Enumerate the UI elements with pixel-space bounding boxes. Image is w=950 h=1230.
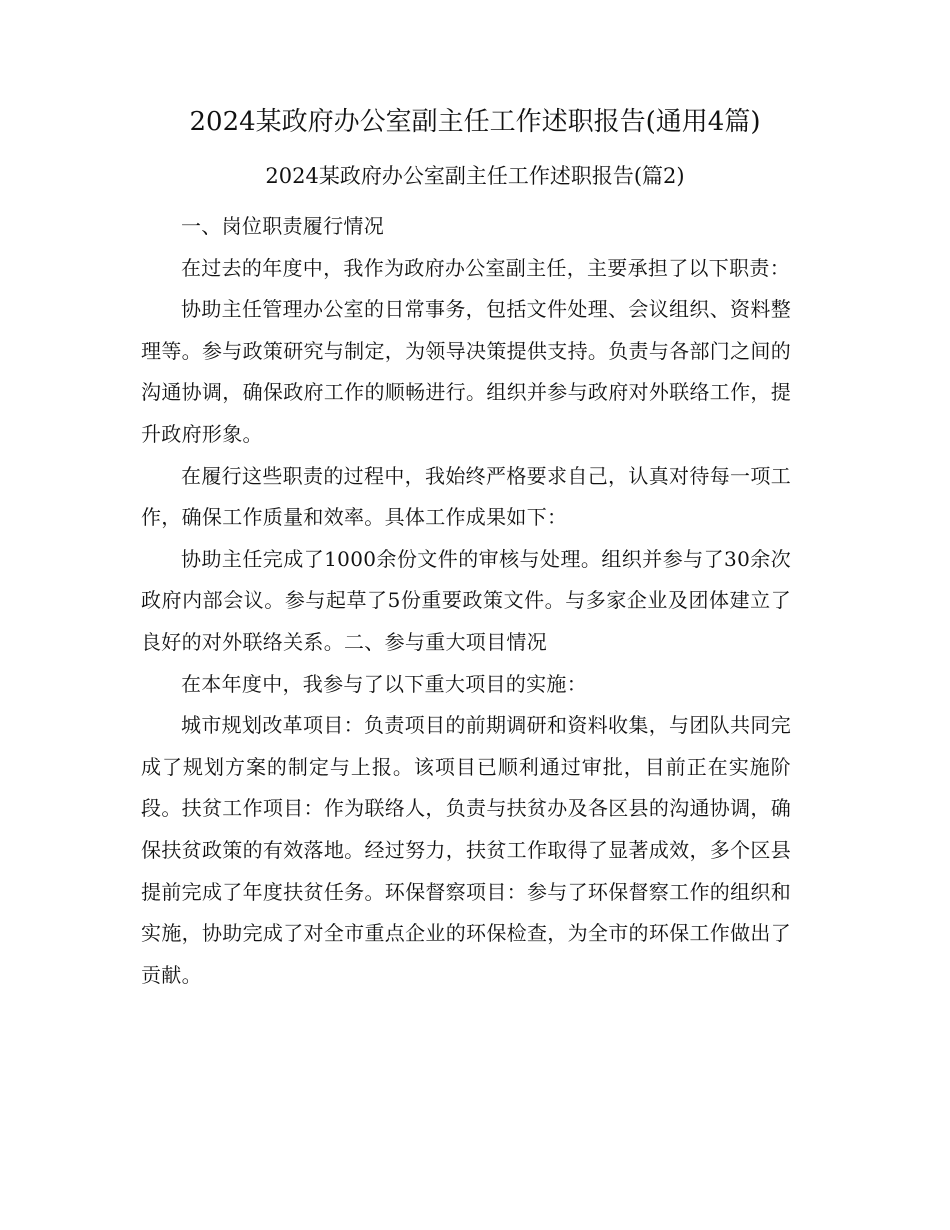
- document-subtitle: 2024某政府办公室副主任工作述职报告(篇2): [265, 164, 685, 188]
- body-paragraph: 城市规划改革项目：负责项目的前期调研和资料收集，与团队共同完成了规划方案的制定与上报。该项目已顺利通过审批，目前正在实施阶段。扶贫工作项目：作为联络人，负责与扶贫办及各区县的沟通协调，确保扶贫政策的有效落地。经过努力，扶贫工作取得了显著成效，多个区县提前完成了年度扶贫任务。环保督察项目：参与了环保督察工作的组织和实施，协助完成了对全市重点企业的环保检查，为全市的环保工作做出了贡献。: [141, 713, 791, 987]
- section-heading-duties: 一、岗位职责履行情况: [181, 214, 384, 238]
- document-body: [141, 206, 791, 996]
- body-paragraph: 在本年度中，我参与了以下重大项目的实施：: [181, 671, 587, 696]
- document-title: 2024某政府办公室副主任工作述职报告(通用4篇): [189, 107, 761, 137]
- body-paragraph: 协助主任管理办公室的日常事务，包括文件处理、会议组织、资料整理等。参与政策研究与制定，为领导决策提供支持。负责与各部门之间的沟通协调，确保政府工作的顺畅进行。组织并参与政府对外联络工作，提升政府形象。: [141, 297, 791, 446]
- body-paragraph: 协助主任完成了1000余份文件的审核与处理。组织并参与了30余次政府内部会议。参与起草了5份重要政策文件。与多家企业及团体建立了良好的对外联络关系。二、参与重大项目情况: [141, 546, 791, 654]
- body-paragraph: 在履行这些职责的过程中，我始终严格要求自己，认真对待每一项工作，确保工作质量和效率。具体工作成果如下：: [141, 463, 791, 530]
- body-paragraph: 在过去的年度中，我作为政府办公室副主任，主要承担了以下职责：: [181, 255, 790, 280]
